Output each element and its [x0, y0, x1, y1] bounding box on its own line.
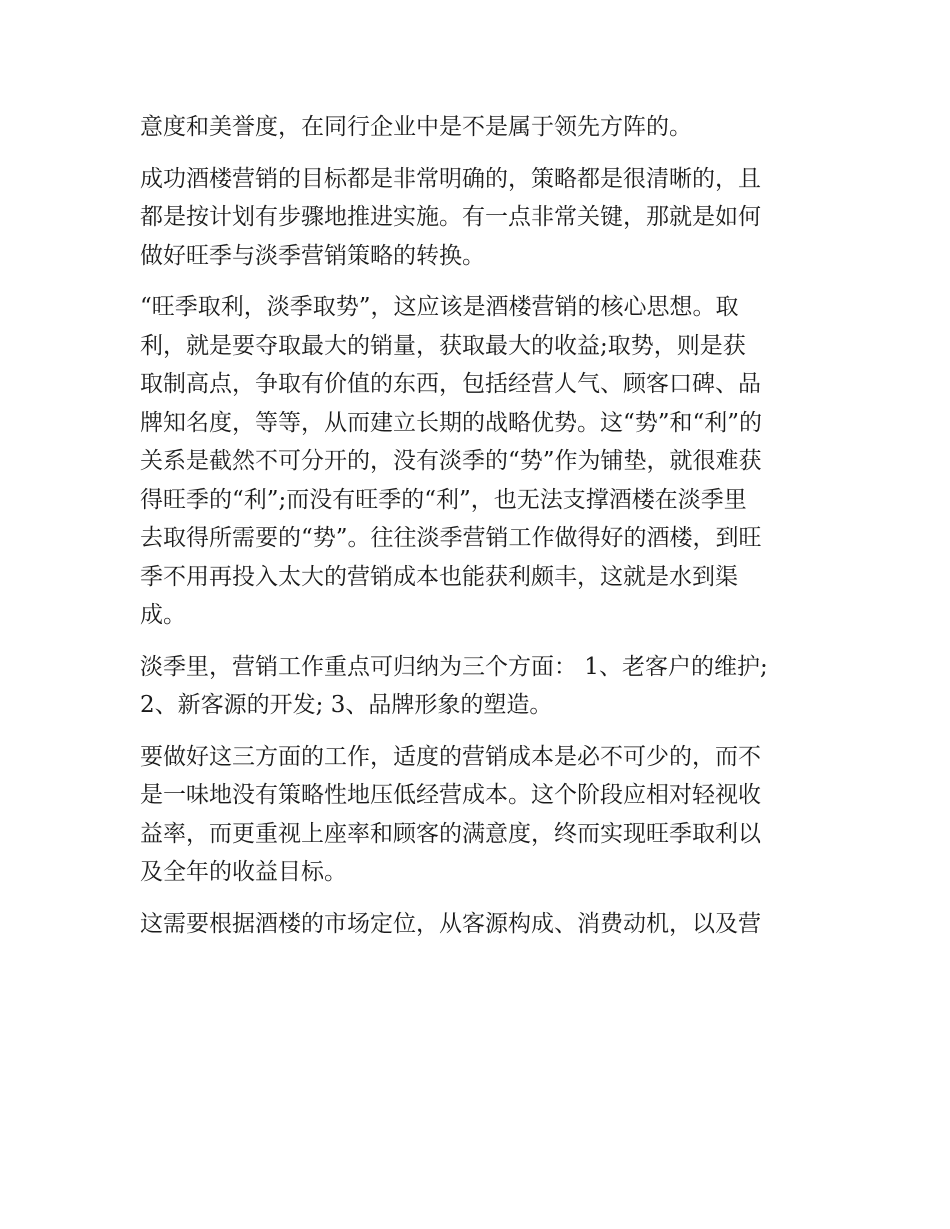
document-body	[140, 108, 812, 956]
text-line: 利，就是要夺取最大的销量，获取最大的收益;取势，则是获	[140, 332, 746, 359]
text-line: 成功酒楼营销的目标都是非常明确的，策略都是很清晰的，且	[140, 165, 761, 192]
text-line: 益率，而更重视上座率和顾客的满意度，终而实现旺季取利以	[140, 820, 761, 847]
text-line: 得旺季的“利”;而没有旺季的“利”，也无法支撑酒楼在淡季里	[140, 486, 747, 513]
text-line: 是一味地没有策略性地压低经营成本。这个阶段应相对轻视收	[140, 782, 761, 808]
text-line: 成。	[140, 602, 186, 628]
text-line: 这需要根据酒楼的市场定位，从客源构成、消费动机，以及营	[140, 910, 761, 937]
text-line: 都是按计划有步骤地推进实施。有一点非常关键，那就是如何	[140, 204, 761, 230]
text-line: 季不用再投入太大的营销成本也能获利颇丰，这就是水到渠	[140, 563, 738, 590]
text-line: 牌知名度，等等，从而建立长期的战略优势。这“势”和“利”的	[140, 409, 763, 436]
paragraph-5	[140, 738, 812, 892]
text-line: 及全年的收益目标。	[140, 859, 347, 885]
text-line: 淡季里，营销工作重点可归纳为三个方面： 1、老客户的维护;	[140, 653, 768, 680]
text-line: 要做好这三方面的工作，适度的营销成本是必不可少的，而不	[140, 743, 761, 770]
text-line: 关系是截然不可分开的，没有淡季的“势”作为铺垫，就很难获	[140, 448, 762, 474]
paragraph-6	[140, 905, 812, 944]
paragraph-4	[140, 648, 812, 725]
paragraph-2	[140, 160, 812, 276]
text-line: 意度和美誉度，在同行企业中是不是属于领先方阵的。	[140, 114, 692, 140]
text-line: 取制高点，争取有价值的东西，包括经营人气、顾客口碑、品	[140, 371, 761, 397]
paragraph-3	[140, 288, 812, 635]
text-line: 去取得所需要的“势”。往往淡季营销工作做得好的酒楼，到旺	[140, 525, 762, 551]
paragraph-1	[140, 108, 812, 147]
text-line: 做好旺季与淡季营销策略的转换。	[140, 242, 485, 269]
text-line: 2、新客源的开发; 3、品牌形象的塑造。	[140, 692, 553, 718]
text-line: “旺季取利，淡季取势”，这应该是酒楼营销的核心思想。取	[140, 294, 739, 320]
